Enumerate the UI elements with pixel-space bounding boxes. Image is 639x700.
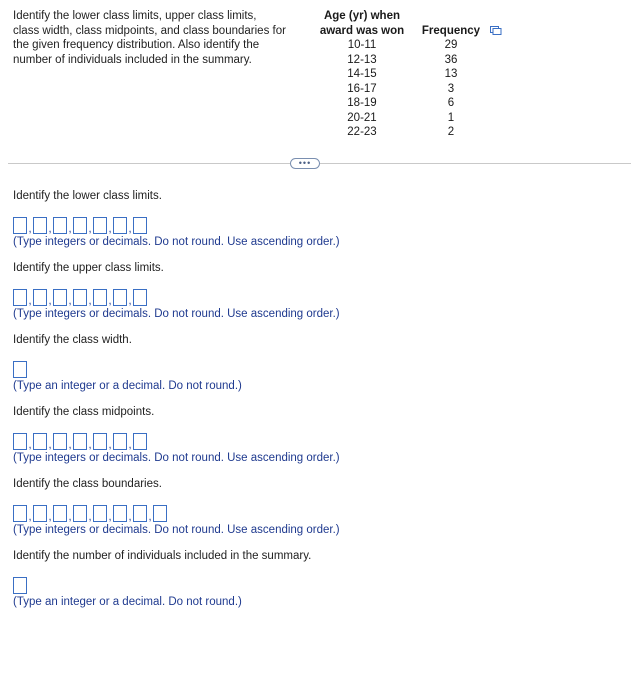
boundary-input[interactable] <box>73 505 87 522</box>
age-cell: 12-13 <box>347 53 377 66</box>
hint-individuals: (Type an integer or a decimal. Do not round.) <box>13 596 242 608</box>
boundaries-answer-row <box>13 504 167 522</box>
age-cell: 16-17 <box>347 82 377 95</box>
frequency-cell: 29 <box>444 39 458 51</box>
separator: , <box>68 295 72 307</box>
midpoint-input[interactable] <box>73 433 87 450</box>
age-cell: 10-11 <box>347 39 377 51</box>
upper-limit-input[interactable] <box>53 289 67 306</box>
separator: , <box>88 295 92 307</box>
frequency-cell: 13 <box>444 68 458 80</box>
frequency-header: Frequency <box>421 24 481 37</box>
frequency-cell: 36 <box>444 53 458 66</box>
separator: , <box>128 439 132 451</box>
copy-data-icon[interactable] <box>490 26 502 35</box>
hint-boundaries: (Type integers or decimals. Do not round. Use ascending order.) <box>13 524 340 536</box>
frequency-cell: 6 <box>447 97 455 109</box>
separator: , <box>28 295 32 307</box>
boundary-input[interactable] <box>53 505 67 522</box>
midpoint-input[interactable] <box>53 433 67 450</box>
lower-limits-answer-row <box>13 216 147 234</box>
lower-limit-input[interactable] <box>13 217 27 234</box>
individuals-answer-row <box>13 576 27 594</box>
separator: , <box>68 511 72 523</box>
lower-limit-input[interactable] <box>33 217 47 234</box>
boundary-input[interactable] <box>13 505 27 522</box>
separator: , <box>48 511 52 523</box>
class-width-input[interactable] <box>13 361 27 378</box>
expand-more-button[interactable]: ••• <box>290 158 320 169</box>
upper-limit-input[interactable] <box>133 289 147 306</box>
problem-line: class width, class midpoints, and class boundaries for <box>13 24 286 37</box>
separator: , <box>68 223 72 235</box>
problem-statement <box>13 9 305 67</box>
separator: , <box>88 439 92 451</box>
lower-limit-input[interactable] <box>113 217 127 234</box>
age-cell: 18-19 <box>347 97 377 109</box>
separator: , <box>108 439 112 451</box>
separator: , <box>28 223 32 235</box>
frequency-cell: 1 <box>447 111 455 124</box>
separator: , <box>108 511 112 523</box>
upper-limit-input[interactable] <box>33 289 47 306</box>
separator: , <box>28 439 32 451</box>
age-cell: 14-15 <box>347 68 377 80</box>
question-boundaries: Identify the class boundaries. <box>13 478 162 490</box>
separator: , <box>108 295 112 307</box>
question-lower-limits: Identify the lower class limits. <box>13 190 162 202</box>
upper-limit-input[interactable] <box>113 289 127 306</box>
boundary-input[interactable] <box>153 505 167 522</box>
separator: , <box>128 295 132 307</box>
separator: , <box>68 439 72 451</box>
question-upper-limits: Identify the upper class limits. <box>13 262 164 274</box>
frequency-cell: 2 <box>447 126 455 138</box>
separator: , <box>48 223 52 235</box>
midpoints-answer-row <box>13 432 147 450</box>
upper-limit-input[interactable] <box>73 289 87 306</box>
upper-limit-input[interactable] <box>93 289 107 306</box>
separator: , <box>128 223 132 235</box>
separator: , <box>88 511 92 523</box>
problem-line: number of individuals included in the summary. <box>13 53 252 66</box>
lower-limit-input[interactable] <box>73 217 87 234</box>
upper-limits-answer-row <box>13 288 147 306</box>
class-width-answer-row <box>13 360 27 378</box>
midpoint-input[interactable] <box>93 433 107 450</box>
lower-limit-input[interactable] <box>53 217 67 234</box>
question-class-width: Identify the class width. <box>13 334 132 346</box>
age-header-line1: Age (yr) when <box>323 10 401 22</box>
age-column <box>312 9 412 140</box>
midpoint-input[interactable] <box>13 433 27 450</box>
lower-limit-input[interactable] <box>93 217 107 234</box>
question-midpoints: Identify the class midpoints. <box>13 406 155 418</box>
separator: , <box>88 223 92 235</box>
separator: , <box>108 223 112 235</box>
separator: , <box>48 439 52 451</box>
individuals-input[interactable] <box>13 577 27 594</box>
question-individuals: Identify the number of individuals included in the summary. <box>13 550 312 562</box>
age-header-line2: award was won <box>319 24 405 37</box>
separator: , <box>128 511 132 523</box>
hint-lower-limits: (Type integers or decimals. Do not round. Use ascending order.) <box>13 236 340 248</box>
separator: , <box>148 511 152 523</box>
midpoint-input[interactable] <box>33 433 47 450</box>
frequency-column <box>415 9 487 140</box>
separator: , <box>48 295 52 307</box>
lower-limit-input[interactable] <box>133 217 147 234</box>
problem-line: Identify the lower class limits, upper class limits, <box>13 10 257 22</box>
boundary-input[interactable] <box>33 505 47 522</box>
age-cell: 20-21 <box>347 111 377 124</box>
problem-line: the given frequency distribution. Also identify the <box>13 39 260 51</box>
hint-upper-limits: (Type integers or decimals. Do not round. Use ascending order.) <box>13 308 340 320</box>
hint-class-width: (Type an integer or a decimal. Do not round.) <box>13 380 242 392</box>
frequency-cell: 3 <box>447 82 455 95</box>
boundary-input[interactable] <box>93 505 107 522</box>
boundary-input[interactable] <box>113 505 127 522</box>
age-cell: 22-23 <box>347 126 377 138</box>
separator: , <box>28 511 32 523</box>
boundary-input[interactable] <box>133 505 147 522</box>
midpoint-input[interactable] <box>113 433 127 450</box>
midpoint-input[interactable] <box>133 433 147 450</box>
hint-midpoints: (Type integers or decimals. Do not round. Use ascending order.) <box>13 452 340 464</box>
upper-limit-input[interactable] <box>13 289 27 306</box>
